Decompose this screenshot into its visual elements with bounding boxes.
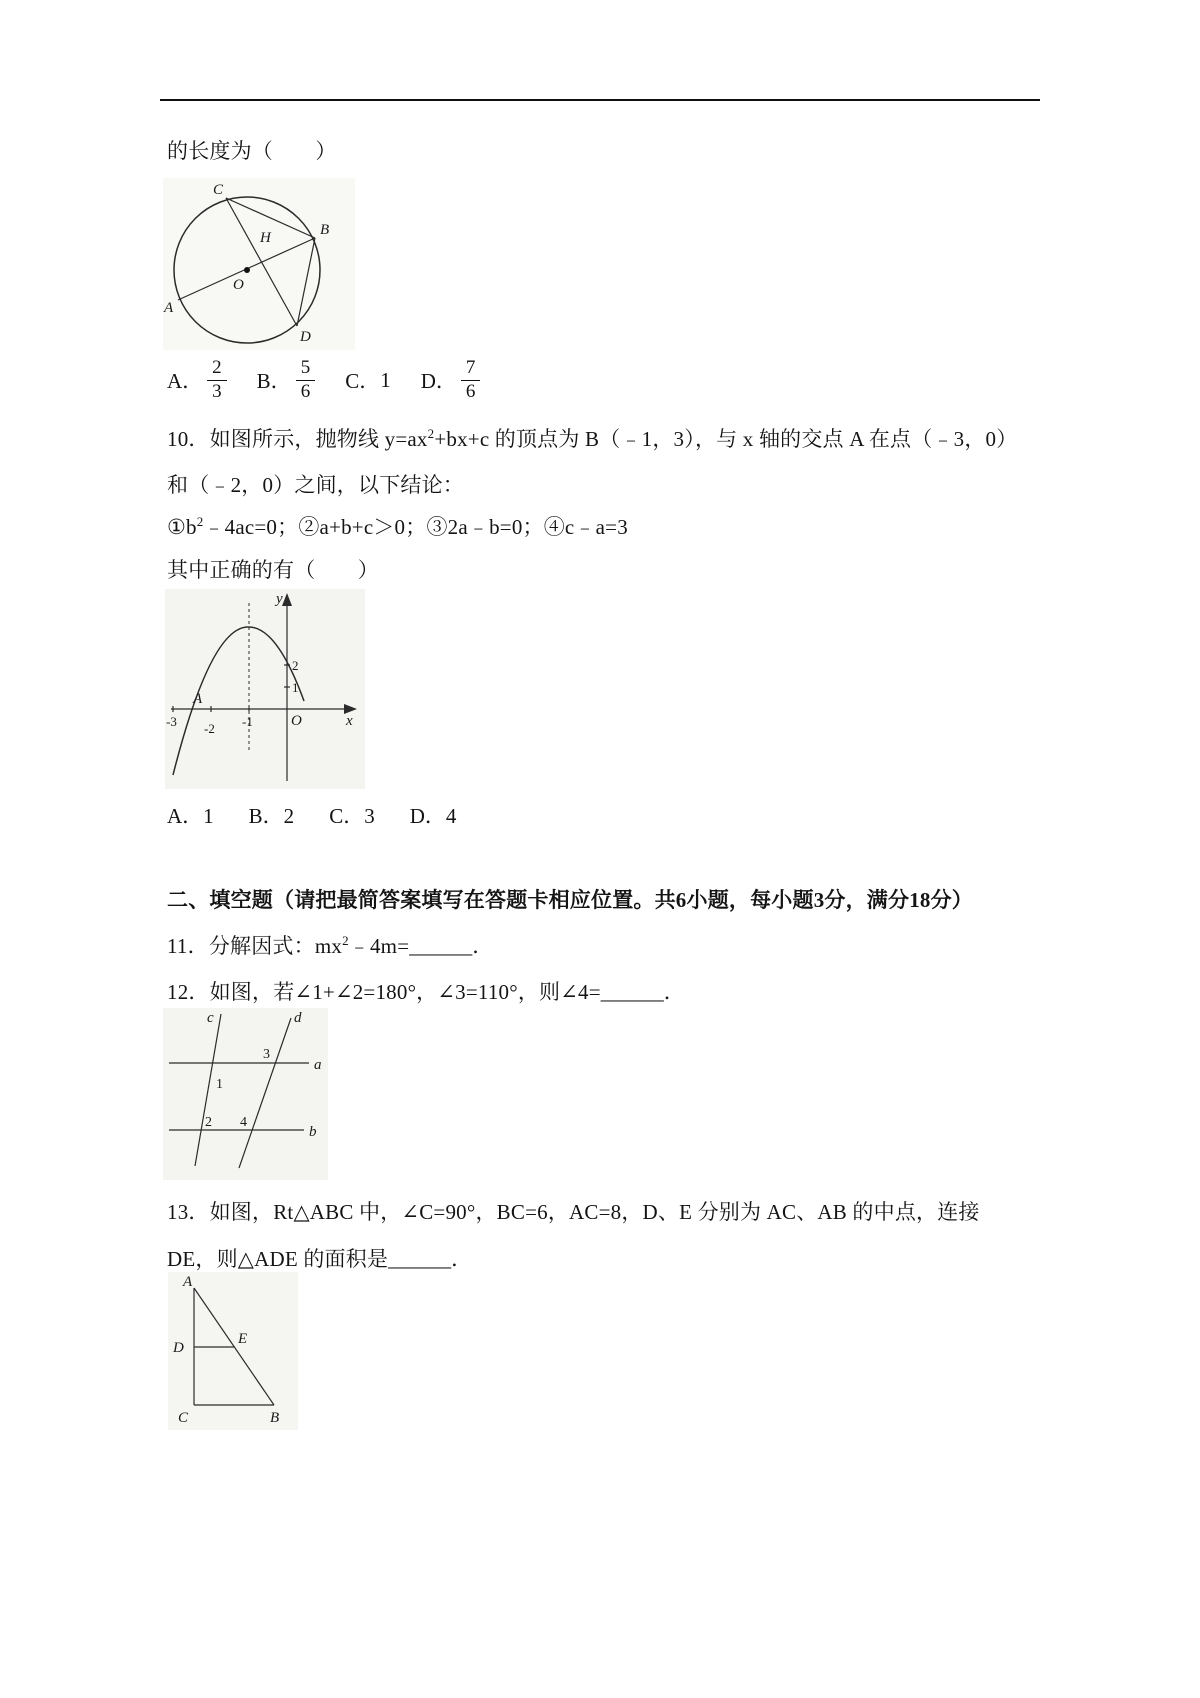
angle-label-3: 3	[263, 1047, 270, 1062]
q9-option-c-label: C．	[345, 369, 381, 393]
line-label-b: b	[309, 1124, 317, 1140]
point-label-e: E	[238, 1331, 248, 1347]
point-label-a: A	[164, 300, 174, 316]
q9-option-a-label: A．	[167, 369, 204, 393]
angle-label-4: 4	[240, 1115, 247, 1130]
section2-title-text: 二、填空题（请把最简答案填写在答题卡相应位置。共6小题，每小题3分，满分18分）	[167, 888, 973, 912]
angle-label-2: 2	[205, 1115, 212, 1130]
line-d	[239, 1018, 291, 1168]
chord-cd	[226, 198, 297, 326]
q13-line1	[167, 1196, 980, 1226]
q11-text	[167, 930, 493, 960]
q10-line1-sup: 2	[427, 426, 435, 441]
q10-line2-text: 和（﹣2，0）之间，以下结论：	[167, 473, 464, 497]
q9-option-a	[167, 358, 227, 402]
q9-prompt	[167, 135, 337, 165]
point-label-b: B	[270, 1410, 280, 1426]
parabola-diagram	[165, 589, 365, 789]
q13-end: ．	[451, 1247, 473, 1271]
q12-end: ．	[663, 980, 685, 1004]
q11-sup: 2	[342, 933, 349, 948]
line-label-d: d	[294, 1010, 302, 1026]
q12-answer-blank: ______	[600, 980, 664, 1004]
point-label-h: H	[260, 230, 271, 246]
tick-label-m3: -3	[166, 714, 177, 729]
q11-answer-blank: ______	[409, 934, 473, 958]
circle-diagram	[163, 178, 355, 350]
q9-option-b	[257, 358, 316, 402]
point-label-b: B	[320, 222, 330, 238]
y-axis-arrow	[282, 593, 292, 606]
tick-label-m2: -2	[204, 721, 215, 736]
q9-options	[167, 357, 510, 403]
q9-option-c-value: 1	[380, 367, 391, 392]
x-axis-label: x	[346, 713, 353, 729]
q13-line1-text: 13．如图，Rt△ABC 中，∠C=90°，BC=6，AC=8，D、E 分别为 AC、AB 的中点，连接	[167, 1200, 980, 1224]
origin-label: O	[291, 713, 302, 729]
fraction-numerator: 7	[465, 356, 476, 378]
fraction-denominator: 3	[207, 380, 227, 403]
q9-option-a-fraction	[207, 358, 227, 402]
q10-line3	[167, 511, 628, 541]
q11-end: ．	[472, 934, 494, 958]
q10-option-a: A．1	[167, 804, 214, 828]
point-label-a: A	[193, 691, 203, 707]
q9-option-d-fraction	[461, 358, 481, 402]
line-label-c: c	[207, 1010, 214, 1026]
fraction-numerator: 5	[300, 356, 311, 378]
angle-label-1: 1	[216, 1077, 223, 1092]
q11-post: ﹣4m=	[348, 934, 410, 958]
q13-line2	[167, 1243, 472, 1273]
fraction-denominator: 6	[461, 380, 481, 403]
q10-line3-pre: ①b	[167, 515, 197, 539]
triangle-diagram	[168, 1272, 298, 1430]
y-axis-label: y	[276, 591, 283, 607]
q10-line2	[167, 469, 464, 499]
q10-line4	[167, 554, 379, 584]
point-label-d: D	[300, 329, 311, 345]
fraction-denominator: 6	[296, 380, 316, 403]
q13-line2-pre: DE，则△ADE 的面积是	[167, 1247, 389, 1271]
section2-title	[167, 884, 973, 914]
center-dot	[244, 267, 250, 273]
q9-option-d	[421, 358, 481, 402]
q11-pre: 11．分解因式：mx	[167, 934, 343, 958]
point-label-a: A	[183, 1274, 193, 1290]
point-label-d: D	[173, 1340, 184, 1356]
tick-label-2: 2	[292, 658, 299, 673]
point-label-c: C	[178, 1410, 189, 1426]
q10-option-c: C．3	[329, 804, 375, 828]
fraction-numerator: 2	[212, 356, 222, 378]
top-rule	[160, 99, 1040, 101]
q12-pre: 12．如图，若∠1+∠2=180°，∠3=110°，则∠4=	[167, 980, 601, 1004]
q10-line1-post: +bx+c 的顶点为 B（﹣1，3），与 x 轴的交点 A 在点（﹣3，0）	[434, 427, 1018, 451]
parallel-lines-diagram	[163, 1008, 328, 1180]
q10-line3-post: ﹣4ac=0；②a+b+c＞0；③2a﹣b=0；④c﹣a=3	[203, 515, 628, 539]
q10-line1	[167, 423, 1017, 453]
q10-option-b: B．2	[248, 804, 295, 828]
q13-answer-blank: ______	[388, 1247, 452, 1271]
point-label-o: O	[233, 277, 244, 293]
line-label-a: a	[314, 1057, 322, 1073]
tick-label-m1: -1	[242, 714, 253, 729]
q10-options	[167, 800, 486, 830]
q9-prompt-text: 的长度为（ ）	[167, 139, 337, 163]
q10-line4-text: 其中正确的有（ ）	[167, 558, 379, 582]
tick-label-1: 1	[292, 680, 299, 695]
q12-text	[167, 976, 685, 1006]
q10-line1-pre: 10．如图所示，抛物线 y=ax	[167, 427, 428, 451]
q9-option-b-fraction	[296, 358, 316, 402]
q10-line3-sup: 2	[196, 514, 204, 529]
q10-option-d: D．4	[409, 804, 457, 828]
q9-option-b-label: B．	[256, 369, 292, 393]
q9-option-d-label: D．	[420, 369, 457, 393]
point-label-c: C	[213, 182, 224, 198]
q9-option-c	[345, 365, 391, 395]
